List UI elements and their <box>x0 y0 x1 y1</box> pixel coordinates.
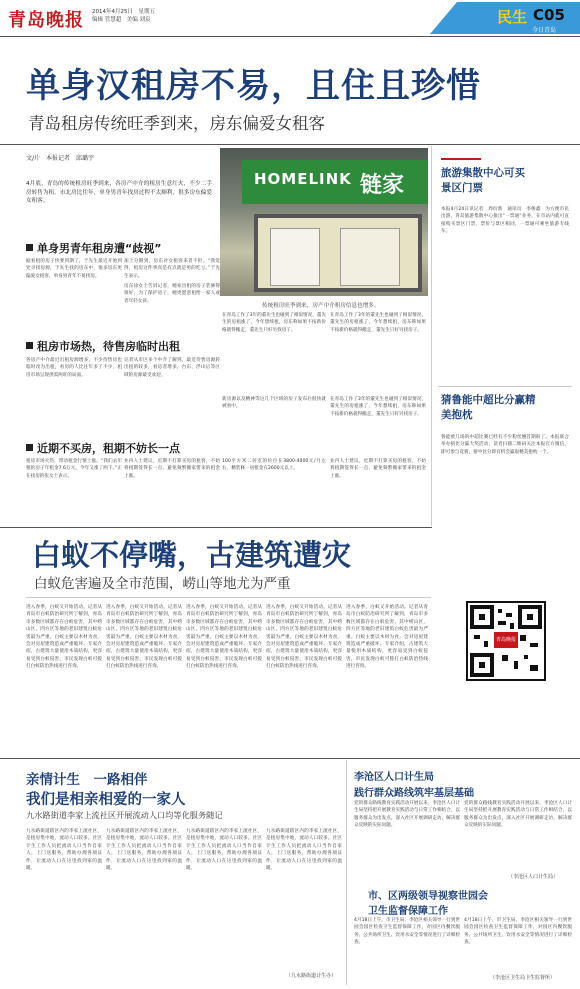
lead-paragraph: 新房源以及精神等这几个区域的房子发布后很快就被看中。 <box>222 397 326 410</box>
lead-section-title: 单身男青年租房遭“歧视” <box>26 240 161 256</box>
column-rule <box>346 760 347 985</box>
family-subhead: 九水路街道李家上流社区开展流动人口均等化服务随记 <box>26 810 223 820</box>
issue-date: 2014年4月25日 星期五 <box>92 9 155 15</box>
sidebar-rule <box>438 386 572 387</box>
lead-paragraph: 100平方米二居室的价位在3800-4000元/月左右，精装修一居租金在2600元以上。 <box>222 459 326 472</box>
termite-paragraph: 进入春季，白蚁又开始活动。记者从青岛市白蚁防治研究所了解到，青岛市多数区域都存在白蚁危害，其中崂山区，四方区等地的老旧建筑白蚁危害最为严重。白蚁主要以木材为食，会对房屋建筑造成严重破坏。专家介绍，古建筑大量使用木质结构，更容易受到白蚁侵害，市民发现白蚁可拨打白蚁防治热线进行咨询。 <box>186 605 262 670</box>
lead-side-paragraph: 在青岛工作了3年的董先生也碰到了相似情况，董先生的房租涨了，今年想续租，房东称如果不按新价格就得搬走，董先生只好另找房子。 <box>330 313 426 333</box>
lead-paragraph: 租房市场火热，带动租金行情上涨。“我们去年租的房子年租金7.6万元，今年又涨了两千。”正在找房的张女士表示。 <box>26 459 122 479</box>
family-paragraph: 九水路街道辖区内的李家上流社区，是租房集中地，流动人口较多。社区计生工作人员把流动人口当作自家人，上门送服务，帮助办理各项证件，让流动人口在这里找到家的温暖。 <box>106 829 182 872</box>
family-footer: （九水路街道计生办） <box>286 973 337 979</box>
lead-side-paragraph: 在青岛工作了3年的董先生也碰到了相似情况，董先生的房租涨了，今年想续租，房东称如果不按新价格就得搬走，董先生只好另找房子。 <box>222 313 326 333</box>
bullet-square-icon <box>26 244 33 251</box>
bullet-square-icon <box>26 342 33 349</box>
lead-paragraph: 记者从市区多个中介了解到，最近待售房源转出租的较多，看房者增多，台东、浮山后等区域的房源最受欢迎。 <box>124 358 220 378</box>
lead-headline: 单身汉租房不易，且住且珍惜 <box>26 66 481 106</box>
licang-footer: （李沧区人口计生局） <box>508 874 559 880</box>
licang-headline: 践行群众路线筑牢基层基础 <box>354 788 474 799</box>
masthead <box>0 0 580 36</box>
termite-paragraph: 进入春季，白蚁又开始活动。记者从青岛市白蚁防治研究所了解到，青岛市多数区域都存在白蚁危害，其中崂山区，四方区等地的老旧建筑白蚁危害最为严重。白蚁主要以木材为食，会对房屋建筑造成严重破坏。专家介绍，古建筑大量使用木质结构，更容易受到白蚁侵害，市民发现白蚁可拨打白蚁防治热线进行咨询。 <box>26 605 102 670</box>
termite-paragraph: 进入春季，白蚁又开始活动。记者从青岛市白蚁防治研究所了解到，青岛市多数区域都存在白蚁危害，其中崂山区，四方区等地的老旧建筑白蚁危害最为严重。白蚁主要以木材为食，会对房屋建筑造成严重破坏。专家介绍，古建筑大量使用木质结构，更容易受到白蚁侵害，市民发现白蚁可拨打白蚁防治热线进行咨询。 <box>266 605 342 670</box>
agency-sign <box>242 160 428 204</box>
masthead-rule <box>0 36 580 37</box>
listing-board <box>270 228 320 286</box>
lead-paragraph: 加上分期到，房东对女租客来者不拒。“我觉得，租房这件事真是有点就是男的吃亏。”于先生表示。 <box>124 259 220 279</box>
termite-headline: 白蚁不停嘴，古建筑遭灾 <box>32 538 352 572</box>
termite-rule <box>26 597 431 598</box>
section-name: 民生 <box>497 8 528 26</box>
sidebar-cup-text: 鲁能被几场的中超比赛已经有不少粉丝翘首期盼了。本报联合举办猜比分赢大奖活动，读者扫描二维码关注本报官方微信，即可参与竞猜，猜中比分即有机会赢取精美抱枕一个。 <box>441 435 569 455</box>
termite-paragraph: 进入春季，白蚁又开始活动。记者从青岛市白蚁防治研究所了解到，青岛市多数区域都存在白蚁危害，其中崂山区，四方区等地的老旧建筑白蚁危害最为严重。白蚁主要以木材为食，会对房屋建筑造成严重破坏。专家介绍，古建筑大量使用木质结构，更容易受到白蚁侵害，市民发现白蚁可拨打白蚁防治热线进行咨询。 <box>346 605 428 670</box>
licang-paragraph: 党的群众路线教育实践活动开展以来，李沧区人口计生局坚持把开展教育实践活动与日常工作相结合，以服务群众为出发点，深入社区开展调研走访，解决群众反映的实际问题。 <box>464 801 572 829</box>
column-rule <box>431 146 432 526</box>
listing-board <box>340 228 400 286</box>
lead-section-title: 租房市场热，待售房临时出租 <box>26 338 180 354</box>
termite-subhead: 白蚁危害遍及全市范围，崂山等地尤为严重 <box>34 576 291 592</box>
garden-headline: 卫生监督保障工作 <box>368 906 448 917</box>
qr-center-logo: 青岛晚报 <box>494 632 518 648</box>
lead-paragraph: 房东徐女士告诉记者，她家出租的房子装修得很好，为了保护房子，她更愿意租给一家人或者年轻女孩。 <box>124 284 220 304</box>
photo-caption: 传统租房旺季到来，房产中介租房信息也增多。 <box>262 303 380 309</box>
lead-paragraph: 业内人士建议，近期不打算买房的租客，不妨将租期签得长一点，避免频繁搬家带来的租金上涨。 <box>124 459 220 479</box>
garden-headline: 市、区两级领导视察世园会 <box>368 891 488 902</box>
lead-paragraph: 业内人士建议，近期不打算买房的租客，不妨将租期签得长一点，避免频繁搬家带来的租金上涨。 <box>330 459 426 479</box>
family-headline: 亲情计生 一路相伴 <box>26 772 148 788</box>
bullet-square-icon <box>26 444 33 451</box>
wechat-qr-code[interactable] <box>466 601 546 681</box>
newspaper-logo: 青岛晚报 <box>8 10 84 31</box>
lead-paragraph: 据看租的房子快要到期了，于先生最近开始到处寻找房源，于先生找的房东中，很多房东更偏爱女租客，单身男青年不易找房。 <box>26 259 122 279</box>
lead-paragraph: 在青岛工作了3年的董先生也碰到了相似情况，董先生的房租涨了，今年想续租，房东称如果不按新价格就得搬走，董先生只好另找房子。 <box>330 397 426 417</box>
sidebar-tour-title: 旅游集散中心可买景区门票 <box>441 167 525 194</box>
agency-sign-text: 链家 <box>360 173 405 198</box>
agency-sign-brand: HOMELINK <box>254 170 352 188</box>
rental-agency-photo <box>220 148 428 296</box>
family-paragraph: 九水路街道辖区内的李家上流社区，是租房集中地，流动人口较多。社区计生工作人员把流动人口当作自家人，上门送服务，帮助办理各项证件，让流动人口在这里找到家的温暖。 <box>186 829 262 872</box>
section-tagline: 今日青岛 <box>532 27 557 34</box>
bottom-section-rule <box>0 758 580 759</box>
family-paragraph: 九水路街道辖区内的李家上流社区，是租房集中地，流动人口较多。社区计生工作人员把流动人口当作自家人，上门送服务，帮助办理各项证件，让流动人口在这里找到家的温暖。 <box>266 829 342 872</box>
sidebar-cup-title: 猜鲁能中超比分赢精美抱枕 <box>441 394 536 421</box>
sidebar-tour-title-bar <box>441 158 481 160</box>
sidebar-tour-text: 本报4月24日讯记者 周衍新 通讯员 李俊鑫 为方便市民出游，青岛旅游集散中心推出“一票通”业务，在市站内就可直接购买景区门票，票价与景区相同，一票通可乘坐旅游专线车。 <box>441 207 569 235</box>
garden-paragraph: 4月18日上午，市卫生局、李沧区相关领导一行到世园会园区检查卫生监督保障工作，对园区内餐饮服务、公共场所卫生、饮用水安全等情况进行了详细检查。 <box>354 918 460 946</box>
lead-section-title: 近期不买房，租期不妨长一点 <box>26 440 180 456</box>
termite-paragraph: 进入春季，白蚁又开始活动。记者从青岛市白蚁防治研究所了解到，青岛市多数区域都存在白蚁危害，其中崂山区，四方区等地的老旧建筑白蚁危害最为严重。白蚁主要以木材为食，会对房屋建筑造成严重破坏。专家介绍，古建筑大量使用木质结构，更容易受到白蚁侵害，市民发现白蚁可拨打白蚁防治热线进行咨询。 <box>106 605 182 670</box>
lead-subhead: 青岛租房传统旺季到来，房东偏爱女租客 <box>28 114 325 133</box>
garden-footer: （李沧区卫生局卫生监督所） <box>490 975 556 981</box>
licang-headline: 李沧区人口计生局 <box>354 772 434 783</box>
headline-rule <box>0 144 580 145</box>
lead-paragraph: 各房产中介最近出租房源增多，不少待售房也临时改为出租，看房的人比往年多了不少，租房市场呈现供需两旺的局面。 <box>26 358 122 378</box>
family-paragraph: 九水路街道辖区内的李家上流社区，是租房集中地，流动人口较多。社区计生工作人员把流动人口当作自家人，上门送服务，帮助办理各项证件，让流动人口在这里找到家的温暖。 <box>26 829 102 872</box>
licang-paragraph: 党的群众路线教育实践活动开展以来，李沧区人口计生局坚持把开展教育实践活动与日常工作相结合，以服务群众为出发点，深入社区开展调研走访，解决群众反映的实际问题。 <box>354 801 460 829</box>
page-number: C05 <box>533 6 565 24</box>
lead-byline: 文/片 本报记者 邱璐宇 <box>26 155 95 162</box>
family-headline: 我们是相亲相爱的一家人 <box>26 792 186 808</box>
garden-paragraph: 4月18日上午，市卫生局、李沧区相关领导一行到世园会园区检查卫生监督保障工作，对园区内餐饮服务、公共场所卫生、饮用水安全等情况进行了详细检查。 <box>464 918 572 946</box>
lead-intro: 4月底，青岛的传统租房旺季到来，各房产中介的租房生意红火，不少二手房转售为租。市北房比往年，单身男青年找房过程不太顺利，很多房东偏爱女租客。 <box>26 181 212 204</box>
page-editors: 编辑 管慧超 美编 刘宸 <box>92 17 151 23</box>
section-rule <box>0 527 432 528</box>
